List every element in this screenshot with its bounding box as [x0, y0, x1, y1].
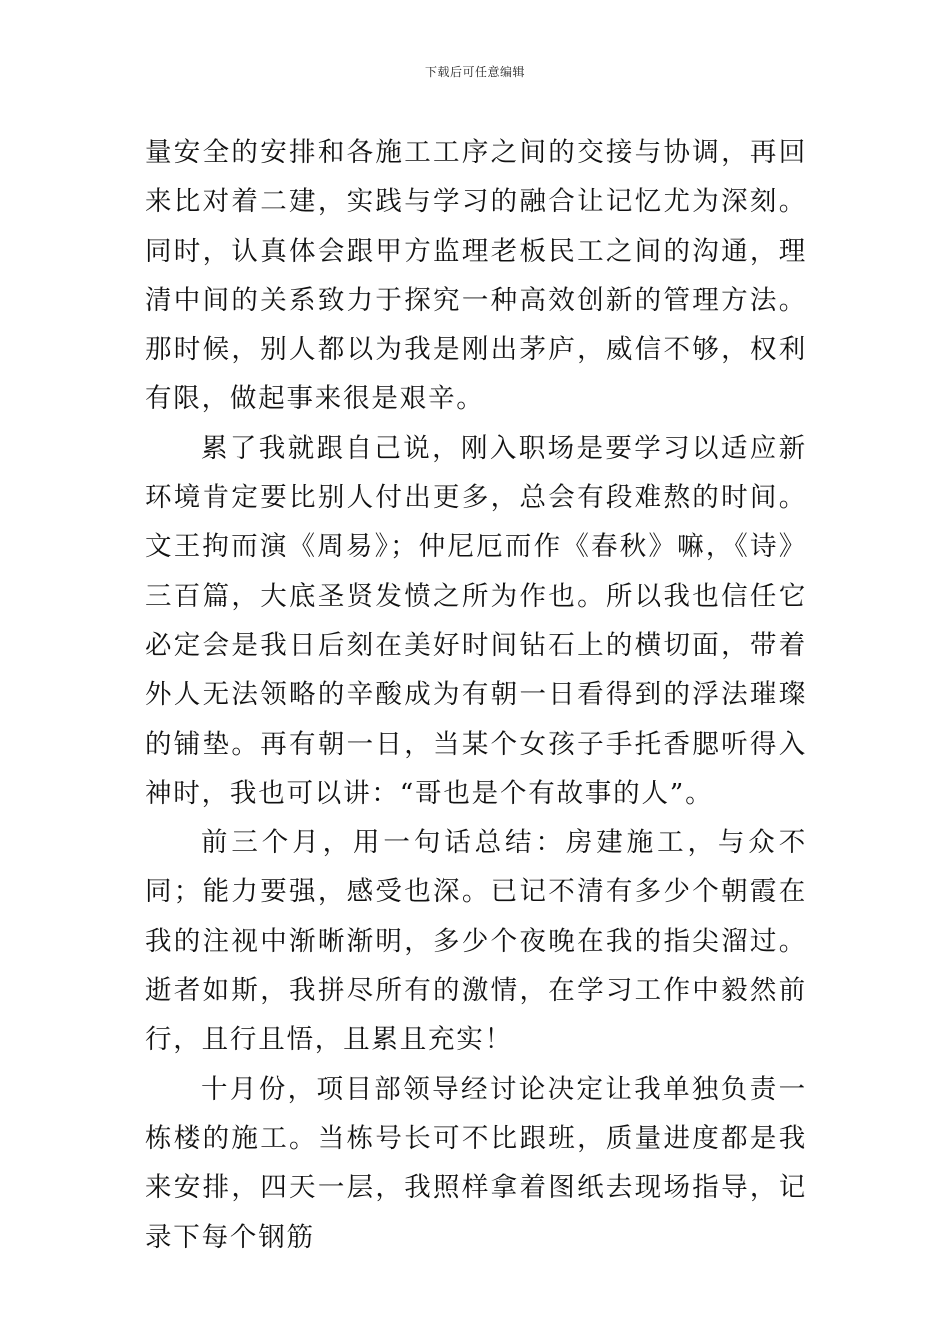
paragraph-continuation: 量安全的安排和各施工工序之间的交接与协调，再回来比对着二建，实践与学习的融合让记忆尤为深刻。同时，认真体会跟甲方监理老板民工之间的沟通，理清中间的关系致力于探究一种高效创新的管理方法。那时候，别人都以为我是刚出茅庐，威信不够，权利有限，做起事来很是艰辛。 [145, 137, 807, 415]
document-body [145, 128, 807, 1262]
paragraph: 十月份，项目部领导经讨论决定让我单独负责一栋楼的施工。当栋号长可不比跟班，质量进度都是我来安排，四天一层，我照样拿着图纸去现场指导，记录下每个钢筋 [145, 1073, 807, 1253]
page-header: 下载后可任意编辑 [424, 65, 525, 79]
paragraph: 前三个月，用一句话总结：房建施工，与众不同；能力要强，感受也深。已记不清有多少个朝霞在我的注视中渐晰渐明，多少个夜晚在我的指尖溜过。逝者如斯，我拼尽所有的激情，在学习工作中毅然前行，且行且悟，且累且充实！ [145, 827, 807, 1056]
paragraph: 累了我就跟自己说，刚入职场是要学习以适应新环境肯定要比别人付出更多，总会有段难熬的时间。文王拘而演《周易》；仲尼厄而作《春秋》嘛，《诗》三百篇，大底圣贤发愤之所为作也。所以我也信任它必定会是我日后刻在美好时间钻石上的横切面，带着外人无法领略的辛酸成为有朝一日看得到的浮法璀璨的铺垫。再有朝一日，当某个女孩子手托香腮听得入神时，我也可以讲：“哥也是个有故事的人”。 [145, 432, 807, 809]
